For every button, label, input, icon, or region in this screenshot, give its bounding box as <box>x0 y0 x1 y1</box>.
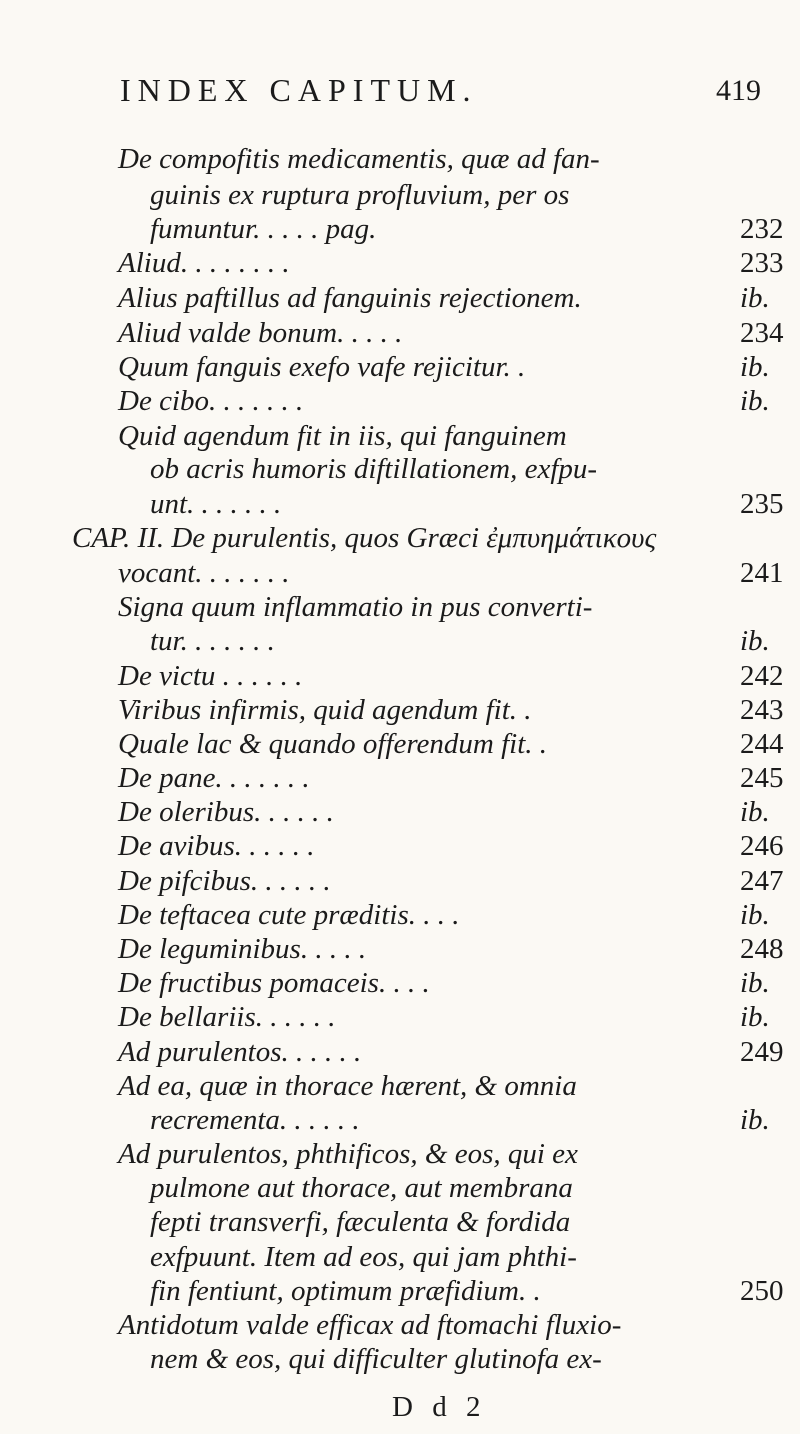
index-entry-page: 241 <box>740 557 784 589</box>
index-entry-page: 250 <box>740 1275 784 1307</box>
index-entry-text: De victu . . . . . . <box>118 660 303 692</box>
index-entry-text: nem & eos, qui difficulter glutinofa ex- <box>150 1343 602 1375</box>
index-entry-text: exfpuunt. Item ad eos, qui jam phthi- <box>150 1241 577 1273</box>
index-entry-page: 249 <box>740 1036 784 1068</box>
index-entry-text: De bellariis. . . . . . <box>118 1001 336 1033</box>
index-entry-text: Quum fanguis exefo vafe rejicitur. . <box>118 351 526 383</box>
index-entry-page: 233 <box>740 247 784 279</box>
index-entry-page: ib. <box>740 796 770 828</box>
index-entry-text: ob acris humoris diftillationem, exfpu- <box>150 453 598 485</box>
index-entry-page: 234 <box>740 317 784 349</box>
index-entry-page: 244 <box>740 728 784 760</box>
index-entry-text: CAP. II. De purulentis, quos Græci ἐμπυημάτικους <box>72 522 657 554</box>
index-entry-text: De avibus. . . . . . <box>118 830 315 862</box>
index-entry-text: tur. . . . . . . <box>150 625 275 657</box>
index-entry-text: De fructibus pomaceis. . . . <box>118 967 430 999</box>
index-entry-text: fepti transverfi, fæculenta & fordida <box>150 1206 571 1238</box>
index-entry-text: De compofitis medicamentis, quæ ad fan- <box>118 143 600 175</box>
index-entry-page: ib. <box>740 625 770 657</box>
running-header <box>120 72 761 109</box>
index-entry-page: 242 <box>740 660 784 692</box>
header-title: INDEX CAPITUM. <box>120 72 478 108</box>
index-entry-page: ib. <box>740 899 770 931</box>
index-entry-page: ib. <box>740 351 770 383</box>
index-entry-text: fin fentiunt, optimum præfidium. . <box>150 1275 541 1307</box>
index-entry-page: ib. <box>740 967 770 999</box>
index-entry-page: ib. <box>740 282 770 314</box>
index-entry-text: De teftacea cute præditis. . . . <box>118 899 460 931</box>
index-entry-page: 248 <box>740 933 784 965</box>
index-entry-page: ib. <box>740 385 770 417</box>
index-entry-text: De cibo. . . . . . . <box>118 385 304 417</box>
index-entry-text: Ad purulentos. . . . . . <box>118 1036 362 1068</box>
index-entry-text: guinis ex ruptura profluvium, per os <box>150 179 570 211</box>
index-entry-text: unt. . . . . . . <box>150 488 282 520</box>
index-entry-page: 246 <box>740 830 784 862</box>
index-entry-text: Viribus infirmis, quid agendum fit. . <box>118 694 532 726</box>
index-entry-page: ib. <box>740 1104 770 1136</box>
index-entry-text: Aliud. . . . . . . . <box>118 247 290 279</box>
signature-mark: D d 2 <box>392 1391 487 1423</box>
index-entry-text: Ad ea, quæ in thorace hærent, & omnia <box>118 1070 577 1102</box>
index-entry-page: 235 <box>740 488 784 520</box>
index-entry-text: recrementa. . . . . . <box>150 1104 360 1136</box>
index-entry-text: fumuntur. . . . . pag. <box>150 213 377 245</box>
index-entry-text: Alius paftillus ad fanguinis rejectionem. <box>118 282 582 314</box>
index-entry-text: Aliud valde bonum. . . . . <box>118 317 403 349</box>
index-entry-page: ib. <box>740 1001 770 1033</box>
index-entry-text: Ad purulentos, phthificos, & eos, qui ex <box>118 1138 578 1170</box>
index-entry-page: 247 <box>740 865 784 897</box>
index-entry-text: Antidotum valde efficax ad ftomachi fluxio- <box>118 1309 622 1341</box>
page-number: 419 <box>716 74 761 107</box>
index-entry-text: Quid agendum fit in iis, qui fanguinem <box>118 420 567 452</box>
index-entry-text: Signa quum inflammatio in pus converti- <box>118 591 593 623</box>
index-entry-text: De pifcibus. . . . . . <box>118 865 331 897</box>
index-entry-page: 232 <box>740 213 784 245</box>
index-entry-text: De leguminibus. . . . . <box>118 933 367 965</box>
index-entry-text: De oleribus. . . . . . <box>118 796 334 828</box>
index-entry-text: pulmone aut thorace, aut membrana <box>150 1172 573 1204</box>
index-entry-text: Quale lac & quando offerendum fit. . <box>118 728 548 760</box>
index-entry-text: vocant. . . . . . . <box>118 557 290 589</box>
index-entry-page: 243 <box>740 694 784 726</box>
index-entry-page: 245 <box>740 762 784 794</box>
index-entry-text: De pane. . . . . . . <box>118 762 310 794</box>
